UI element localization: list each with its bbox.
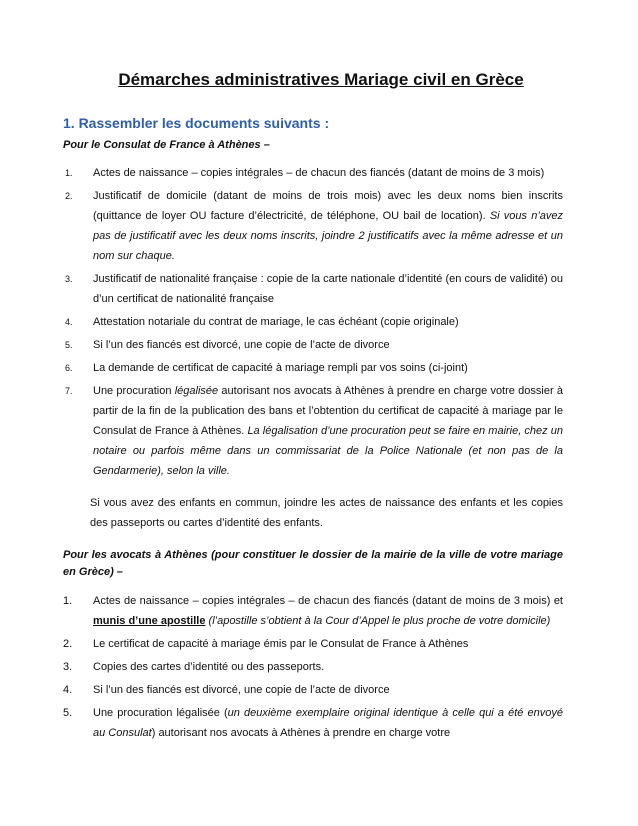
- list-item: 1. Actes de naissance – copies intégrales – de chacun des fiancés (datant de moins de 3 mois): [65, 167, 545, 179]
- list-item: 6. La demande de certificat de capacité à mariage rempli par vos soins (ci-joint): [65, 362, 468, 374]
- avocats-label: Pour les avocats à Athènes (pour constituer le dossier de la mairie de la ville de votre mariage en Grèce) –: [63, 549, 563, 578]
- list-item: 4. Attestation notariale du contrat de mariage, le cas échéant (copie originale): [65, 316, 459, 328]
- list-item: 5. Si l’un des fiancés est divorcé, une copie de l’acte de divorce: [65, 339, 390, 351]
- avocats-documents-list: [63, 591, 563, 743]
- list-item: 2. Le certificat de capacité à mariage émis par le Consulat de France à Athènes: [63, 638, 469, 650]
- list-item: 7. Une procuration légalisée autorisant nos avocats à Athènes à prendre en charge votre dossier à partir de la fin de la publication des bans et l’obtention du certificat de capacité à mariage par le Consulat de France à Athènes. La légalisation d’une procuration peut se faire en mairie, chez un notaire ou parfois même dans un commissariat de la Police Nationale (et non pas de la Gendarmerie), selon la ville.: [65, 385, 564, 477]
- list-item: 4. Si l’un des fiancés est divorcé, une copie de l’acte de divorce: [63, 684, 390, 696]
- list-item: 1. Actes de naissance – copies intégrales – de chacun des fiancés (datant de moins de 3 mois) et munis d’une apostille (l’apostille s’obtient à la Cour d’Appel le plus proche de votre domicile): [63, 595, 563, 627]
- list-item: 5. Une procuration légalisée (un deuxième exemplaire original identique à celle qui a été envoyé au Consulat) autorisant nos avocats à Athènes à prendre en charge votre: [63, 707, 563, 739]
- list-item: 3. Justificatif de nationalité française : copie de la carte nationale d’identité (en cours de validité) ou d’un certificat de nationalité française: [65, 273, 563, 305]
- consulat-documents-list: [63, 163, 563, 481]
- list-item: 3. Copies des cartes d’identité ou des passeports.: [63, 661, 325, 673]
- children-note: Si vous avez des enfants en commun, joindre les actes de naissance des enfants et les copies des passeports ou cartes d’identité des enfants.: [90, 497, 563, 529]
- consulat-label: Pour le Consulat de France à Athènes –: [63, 139, 270, 151]
- list-item: 2. Justificatif de domicile (datant de moins de trois mois) avec les deux noms bien inscrits (quittance de loyer OU facture d’électricité, de téléphone, OU bail de location). Si vous n’avez pas de justificatif avec les deux noms inscrits, joindre 2 justificatifs avec la même adresse et un nom sur chaque.: [65, 190, 563, 262]
- page-title: Démarches administratives Mariage civil en Grèce: [118, 70, 524, 89]
- section-heading: 1. Rassembler les documents suivants :: [63, 115, 330, 131]
